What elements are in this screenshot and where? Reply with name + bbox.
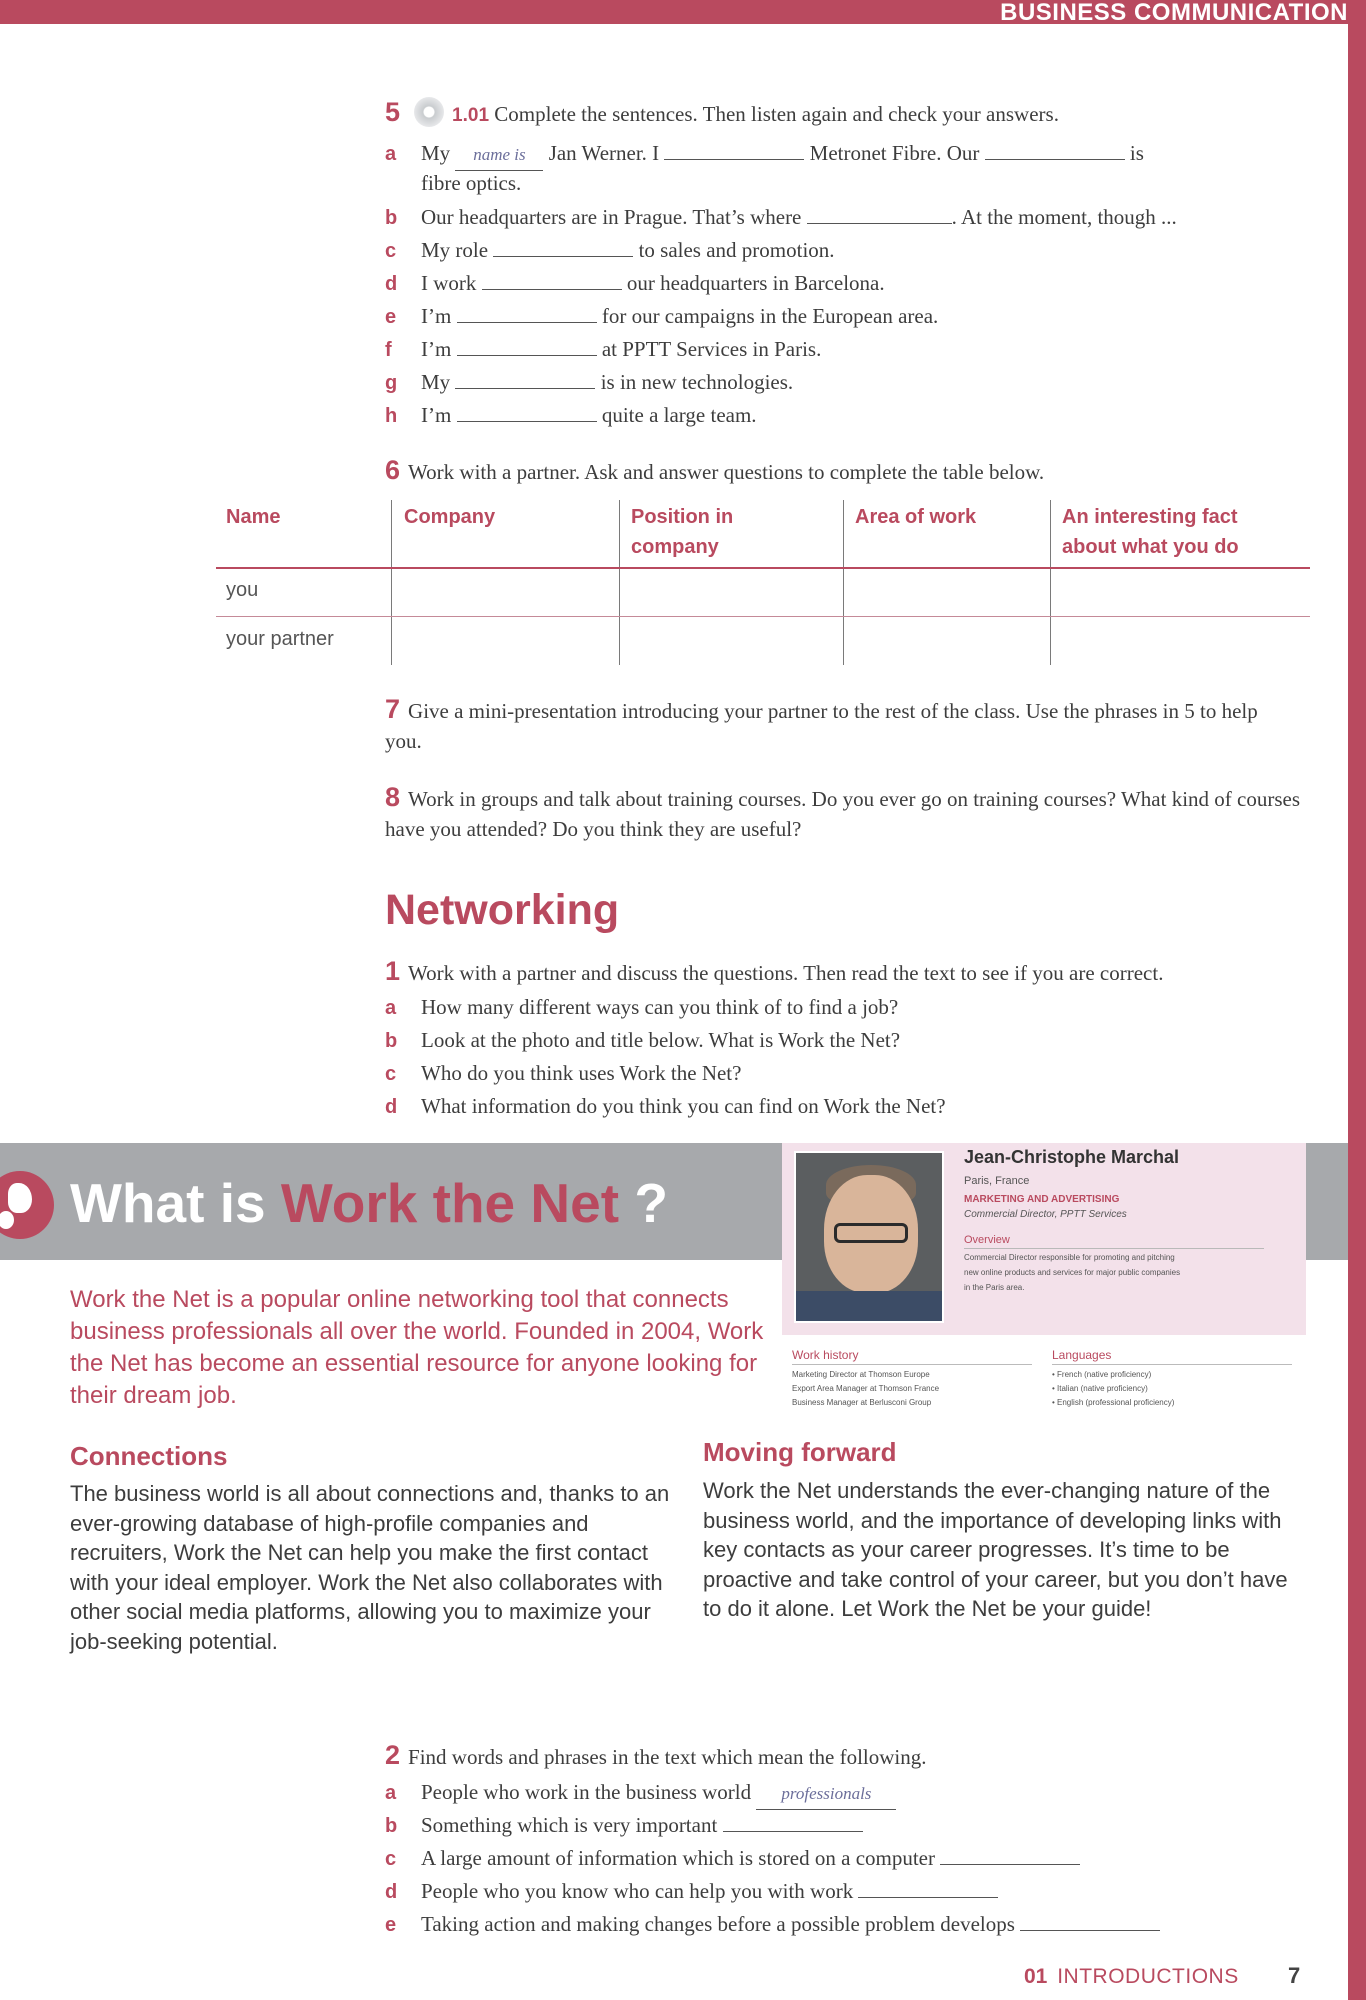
- item-letter: b: [385, 1815, 398, 1837]
- item-text: My role: [421, 238, 489, 262]
- language-item: • English (professional proficiency): [1052, 1398, 1175, 1407]
- item-text: I’m: [421, 403, 452, 427]
- item-letter: g: [385, 372, 398, 394]
- item-letter: a: [385, 143, 397, 165]
- photo-shirt: [796, 1291, 944, 1323]
- exercise-instruction: Work with a partner. Ask and answer questions to complete the table below.: [408, 460, 1045, 484]
- item-letter: c: [385, 1063, 397, 1085]
- col-header-fact: An interesting fact about what you do: [1062, 506, 1239, 558]
- item-letter: f: [385, 339, 392, 361]
- work-history-item: Export Area Manager at Thomson France: [792, 1384, 940, 1393]
- item-text: How many different ways can you think of to find a job?: [421, 995, 899, 1019]
- profile-overview-line: Commercial Director responsible for promoting and pitching: [964, 1253, 1175, 1262]
- fill-blank[interactable]: [482, 270, 622, 290]
- networking-title: Networking: [385, 886, 620, 934]
- item-text: A large amount of information which is stored on a computer: [421, 1846, 935, 1870]
- col-header-position: Position in company: [631, 506, 734, 558]
- item-text: My: [421, 141, 451, 165]
- exercise-number: 5: [385, 97, 401, 127]
- language-item: • Italian (native proficiency): [1052, 1384, 1148, 1393]
- article-title: [70, 1173, 668, 1233]
- column-divider: [619, 500, 620, 665]
- footer-unit: [1024, 1965, 1239, 1989]
- exercise-number: 1: [385, 956, 401, 986]
- languages-label: Languages: [1052, 1348, 1112, 1362]
- item-letter: a: [385, 1782, 397, 1804]
- item-text: Our headquarters are in Prague. That’s where: [421, 205, 802, 229]
- item-text: What information do you think you can find on Work the Net?: [421, 1094, 946, 1118]
- networking-item-d: [385, 1091, 946, 1122]
- header-rule: [216, 567, 1310, 569]
- exercise-7: [385, 694, 1265, 756]
- item-text: I’m: [421, 304, 452, 328]
- item-letter: d: [385, 1096, 398, 1118]
- title-part: What is: [70, 1172, 281, 1234]
- col-header-name: Name: [226, 506, 281, 528]
- item-text: People who work in the business world: [421, 1780, 752, 1804]
- column-divider: [391, 500, 392, 665]
- banner-edge: [1306, 1143, 1348, 1260]
- ex5-item-h: [385, 400, 757, 431]
- item-text: Something which is very important: [421, 1813, 718, 1837]
- profile-name: Jean-Christophe Marchal: [964, 1147, 1180, 1167]
- fill-blank[interactable]: [940, 1845, 1080, 1865]
- networking-item-a: [385, 992, 898, 1023]
- header-bar: [0, 0, 1366, 24]
- photo-glasses: [834, 1223, 908, 1243]
- item-text: Metronet Fibre. Our: [809, 141, 980, 165]
- item-text: our headquarters in Barcelona.: [626, 271, 885, 295]
- fill-blank[interactable]: [858, 1878, 998, 1898]
- title-brand: Work the Net: [280, 1172, 620, 1234]
- ex5-item-a: [385, 138, 1144, 171]
- item-text: People who you know who can help you with work: [421, 1879, 854, 1903]
- ex5-item-g: [385, 367, 793, 398]
- ex5-item-d: [385, 268, 885, 299]
- connections-heading: Connections: [70, 1441, 228, 1471]
- fill-blank[interactable]: [457, 336, 597, 356]
- item-text: I work: [421, 271, 477, 295]
- col-header-company: Company: [404, 506, 496, 528]
- exercise-instruction: Complete the sentences. Then listen again and check your answers.: [494, 102, 1059, 126]
- item-letter: a: [385, 997, 397, 1019]
- row-label-partner: your partner: [226, 628, 334, 650]
- item-text: to sales and promotion.: [638, 238, 835, 262]
- answer-example: name is: [455, 140, 543, 171]
- moving-forward-heading: Moving forward: [703, 1437, 897, 1467]
- exercise-instruction: Give a mini-presentation introducing your partner to the rest of the class. Use the phrases in 5 to help you.: [385, 699, 1258, 753]
- unit-number: 01: [1024, 1965, 1048, 1988]
- exercise-8: [385, 782, 1305, 844]
- exercise-instruction: Work in groups and talk about training courses. Do you ever go on training courses? What kind of courses have you attended? Do you think they are useful?: [385, 787, 1300, 841]
- language-item: • French (native proficiency): [1052, 1370, 1152, 1379]
- track-number: 1.01: [452, 105, 490, 126]
- item-letter: d: [385, 1881, 398, 1903]
- page-edge-bar: [1348, 0, 1366, 2000]
- fill-blank[interactable]: [1020, 1911, 1160, 1931]
- work-history-item: Marketing Director at Thomson Europe: [792, 1370, 930, 1379]
- item-text: Jan Werner. I: [548, 141, 660, 165]
- profile-overview-line: in the Paris area.: [964, 1283, 1025, 1292]
- row-rule: [216, 616, 1310, 617]
- item-text: Taking action and making changes before a possible problem develops: [421, 1912, 1015, 1936]
- unit-title: INTRODUCTIONS: [1057, 1965, 1239, 1988]
- work-history-item: Business Manager at Berlusconi Group: [792, 1398, 932, 1407]
- page-number: 7: [1288, 1963, 1301, 1988]
- fill-blank[interactable]: [493, 237, 633, 257]
- ex2-item-b: [385, 1810, 863, 1841]
- profile-overview-line: new online products and services for major public companies: [964, 1268, 1181, 1277]
- fill-blank[interactable]: [457, 303, 597, 323]
- ex5-item-b: [385, 202, 1177, 233]
- item-text: quite a large team.: [601, 403, 757, 427]
- fill-blank[interactable]: [723, 1812, 863, 1832]
- item-letter: h: [385, 405, 398, 427]
- fill-blank[interactable]: [807, 204, 952, 224]
- moving-forward-body: Work the Net understands the ever-changing nature of the business world, and the importance of developing links with key contacts as your career progresses. It’s time to be proactive and take control of your career, but you don’t have to do it alone. Let Work the Net be your guide!: [703, 1478, 1288, 1621]
- exercise-number: 2: [385, 1740, 401, 1770]
- fill-blank[interactable]: [664, 140, 804, 160]
- exercise-6-heading: [385, 455, 1044, 487]
- item-letter: c: [385, 240, 397, 262]
- languages-rule: [1052, 1364, 1292, 1365]
- ex2-item-d: [385, 1876, 998, 1907]
- row-label-you: you: [226, 579, 259, 601]
- profile-role: Commercial Director, PPTT Services: [964, 1209, 1127, 1220]
- networking-item-c: [385, 1058, 741, 1089]
- networking-item-b: [385, 1025, 900, 1056]
- article-intro: Work the Net is a popular online networking tool that connects business professionals all over the world. Founded in 2004, Work the Net has become an essential resource for anyone looking for their dream job.: [70, 1286, 764, 1409]
- item-text: . At the moment, though ...: [951, 205, 1177, 229]
- overview-rule: [964, 1248, 1264, 1249]
- work-history-label: Work history: [792, 1348, 859, 1362]
- item-letter: e: [385, 306, 397, 328]
- fill-blank[interactable]: [985, 140, 1125, 160]
- networking-exercise-1-heading: [385, 956, 1163, 988]
- section-title: BUSINESS COMMUNICATION: [1000, 0, 1348, 26]
- exercise-number: 6: [385, 455, 401, 485]
- ex2-item-e: [385, 1909, 1160, 1940]
- fill-blank[interactable]: [457, 402, 597, 422]
- ex5-item-c: [385, 235, 835, 266]
- exercise-number: 8: [385, 782, 401, 812]
- exercise-instruction: Work with a partner and discuss the questions. Then read the text to see if you are correct.: [408, 961, 1164, 985]
- globe-icon: [0, 1171, 54, 1239]
- item-text: for our campaigns in the European area.: [601, 304, 939, 328]
- ex2-item-a: [385, 1777, 896, 1810]
- audio-cd-icon[interactable]: [414, 97, 444, 127]
- fill-blank[interactable]: [455, 369, 595, 389]
- column-divider: [1050, 500, 1051, 665]
- profile-photo: [794, 1151, 944, 1323]
- work-history-rule: [792, 1364, 1032, 1365]
- ex5-item-a-continued: fibre optics.: [421, 171, 522, 195]
- col-header-area: Area of work: [855, 506, 977, 528]
- ex5-item-e: [385, 301, 938, 332]
- ex2-item-c: [385, 1843, 1080, 1874]
- item-text: Look at the photo and title below. What is Work the Net?: [421, 1028, 901, 1052]
- ex5-item-f: [385, 334, 821, 365]
- title-part: ?: [619, 1172, 668, 1234]
- item-text: I’m: [421, 337, 452, 361]
- exercise-number: 7: [385, 694, 401, 724]
- item-text: My: [421, 370, 451, 394]
- item-text: is: [1129, 141, 1144, 165]
- profile-sector: MARKETING AND ADVERTISING: [964, 1194, 1120, 1205]
- exercise-instruction: Find words and phrases in the text which mean the following.: [408, 1745, 927, 1769]
- item-text: at PPTT Services in Paris.: [601, 337, 822, 361]
- profile-overview-label: Overview: [964, 1234, 1010, 1246]
- column-divider: [843, 500, 844, 665]
- item-text: is in new technologies.: [600, 370, 794, 394]
- answer-example: professionals: [756, 1779, 896, 1810]
- exercise-5-heading: [385, 97, 1059, 131]
- profile-location: Paris, France: [964, 1175, 1030, 1187]
- item-letter: e: [385, 1914, 397, 1936]
- item-letter: b: [385, 207, 398, 229]
- article-banner: [0, 1143, 785, 1260]
- item-letter: c: [385, 1848, 397, 1870]
- profile-card: [782, 1143, 1306, 1335]
- item-letter: d: [385, 273, 398, 295]
- connections-body: The business world is all about connections and, thanks to an ever-growing database of high-profile companies and recruiters, Work the Net can help you make the first contact with your ideal employer. Work the Net also collaborates with other social media platforms, allowing you to maximize your job-seeking potential.: [70, 1481, 670, 1654]
- exercise-2-heading: [385, 1740, 927, 1772]
- item-letter: b: [385, 1030, 398, 1052]
- item-text: Who do you think uses Work the Net?: [421, 1061, 742, 1085]
